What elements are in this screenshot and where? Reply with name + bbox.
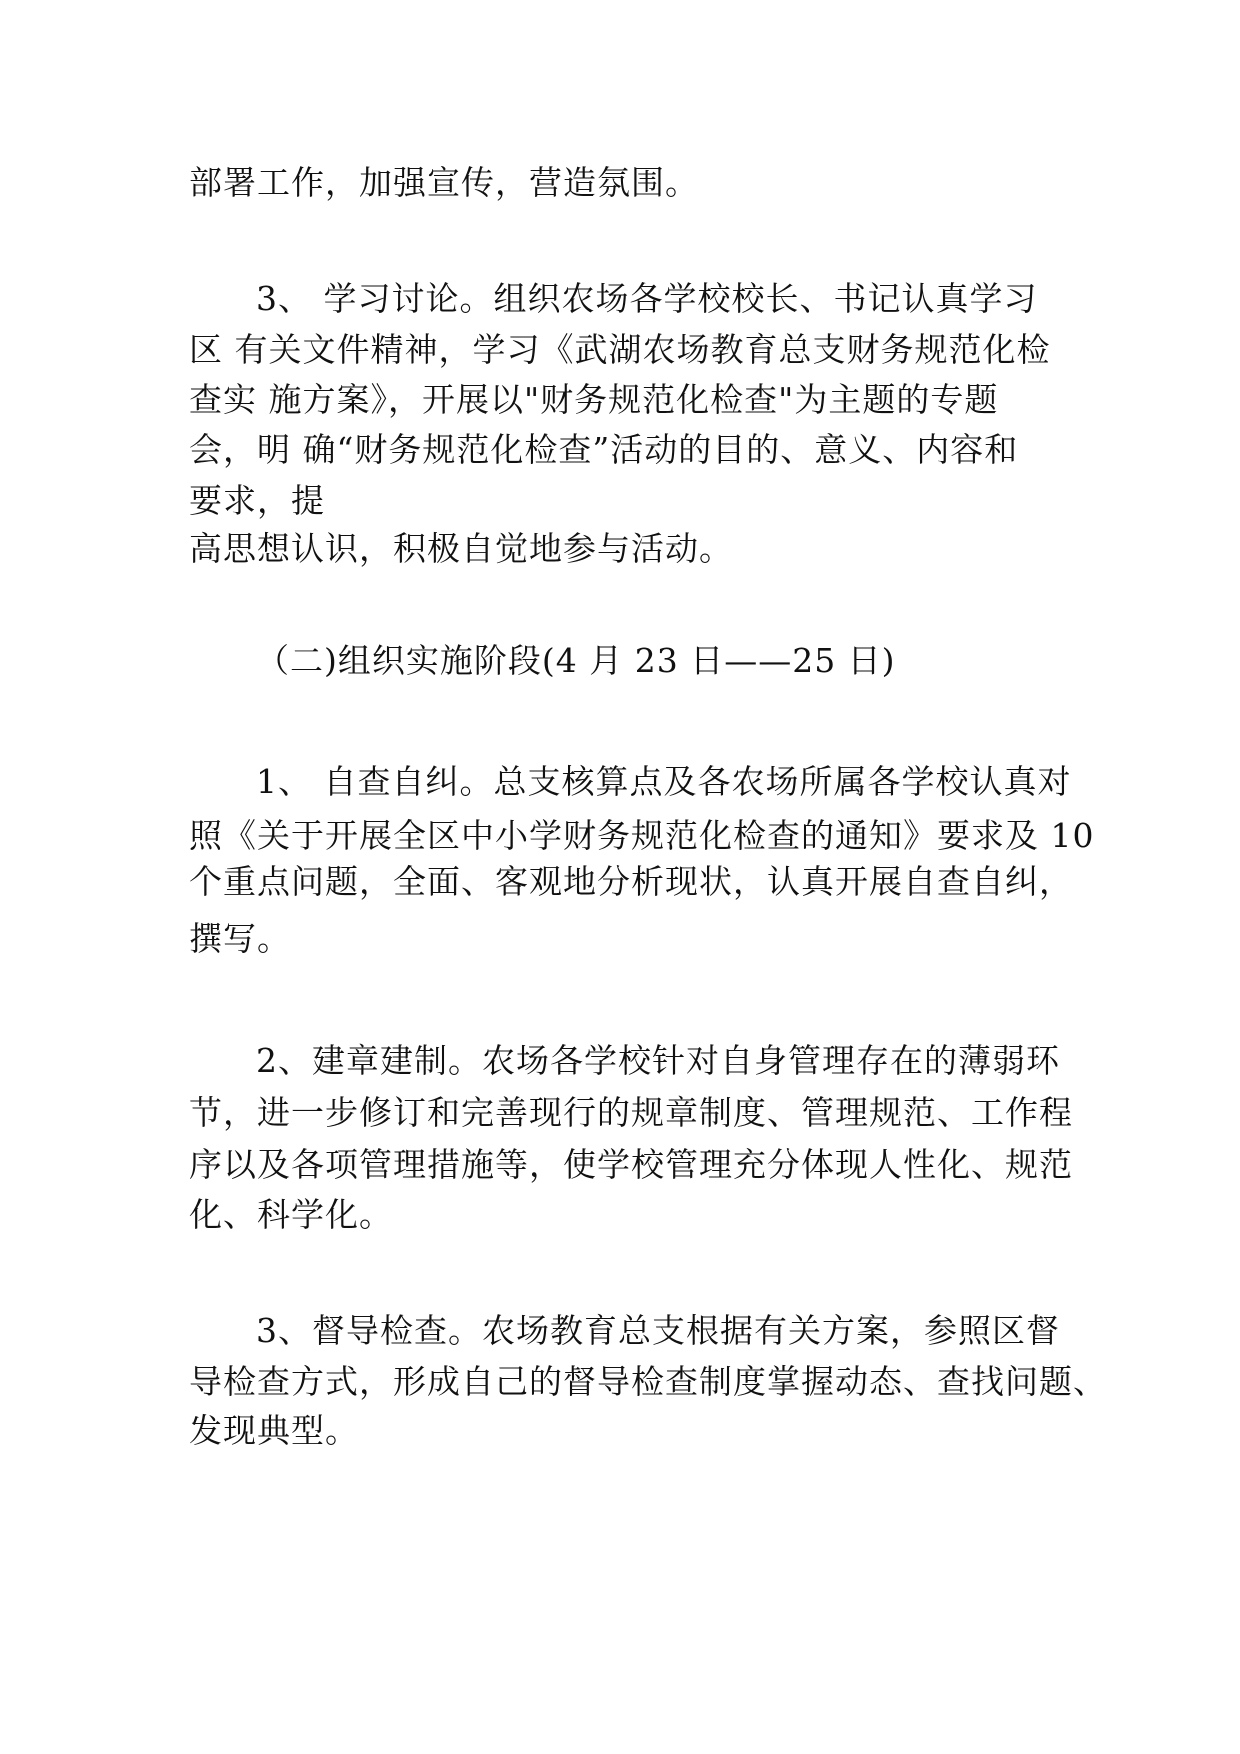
text-line-16: 化、科学化。: [189, 1195, 393, 1234]
text-line-13: 2、建章建制。农场各学校针对自身管理存在的薄弱环: [256, 1041, 1060, 1080]
text-line-17: 3、督导检查。农场教育总支根据有关方案，参照区督: [256, 1311, 1060, 1350]
text-line-1: 部署工作，加强宣传，营造氛围。: [189, 163, 699, 202]
text-line-18: 导检查方式，形成自己的督导检查制度掌握动态、查找问题、: [189, 1362, 1107, 1401]
text-line-14: 节，进一步修订和完善现行的规章制度、管理规范、工作程: [189, 1093, 1073, 1132]
text-line-11: 个重点问题，全面、客观地分析现状，认真开展自查自纠，: [189, 862, 1073, 901]
text-line-19: 发现典型。: [189, 1411, 359, 1450]
text-line-9: 1、 自查自纠。总支核算点及各农场所属各学校认真对: [256, 762, 1072, 801]
text-line-7: 高思想认识，积极自觉地参与活动。: [189, 529, 733, 568]
text-line-5: 会，明 确“财务规范化检查”活动的目的、意义、内容和: [189, 430, 1019, 469]
text-line-12: 撰写。: [189, 919, 291, 958]
text-line-3: 区 有关文件精神，学习《武湖农场教育总支财务规范化检: [189, 330, 1051, 369]
text-line-15: 序以及各项管理措施等，使学校管理充分体现人性化、规范: [189, 1145, 1073, 1184]
text-line-6: 要求，提: [189, 481, 325, 520]
text-line-2: 3、 学习讨论。组织农场各学校校长、书记认真学习: [256, 279, 1038, 318]
text-line-10: 照《关于开展全区中小学财务规范化检查的通知》要求及 10: [189, 816, 1095, 855]
section-heading: （二)组织实施阶段(4 月 23 日——25 日): [256, 641, 896, 680]
text-line-4: 查实 施方案》，开展以"财务规范化检查"为主题的专题: [189, 380, 999, 419]
